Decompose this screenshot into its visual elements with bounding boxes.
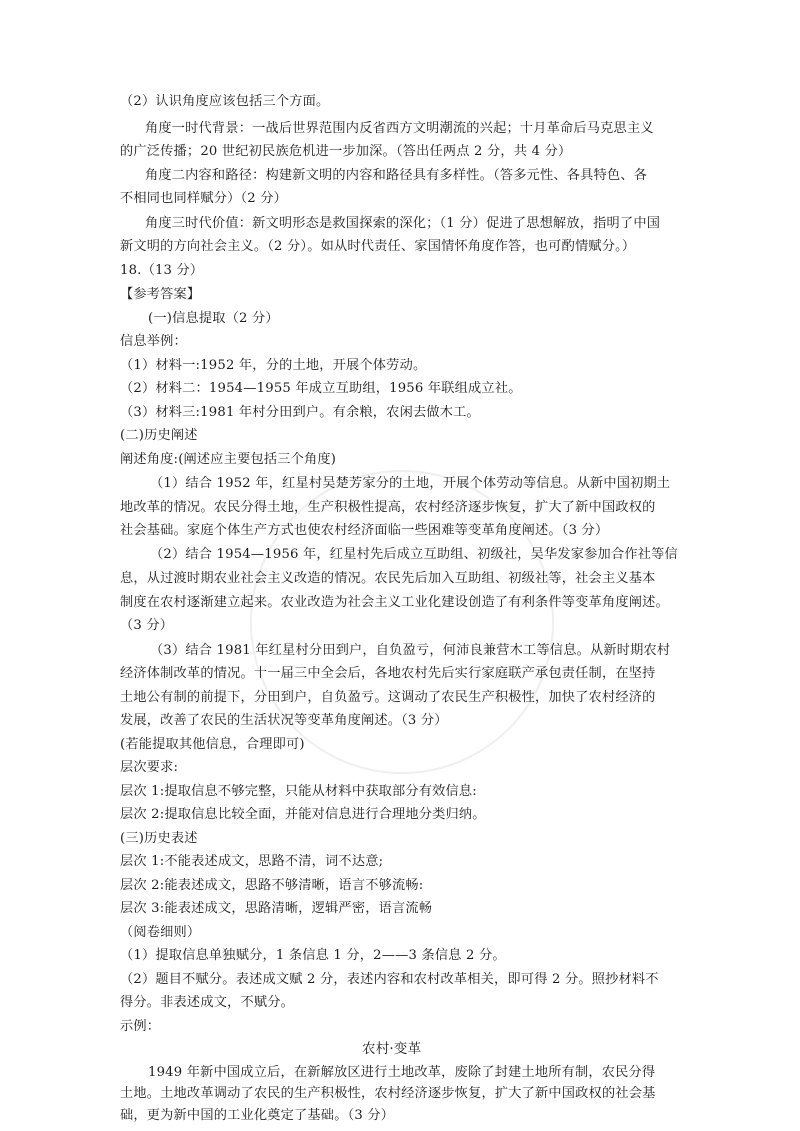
doc-line: 层次要求: xyxy=(120,760,179,776)
question-number: 18.（13 分） xyxy=(120,262,204,278)
doc-line: 1949 年新中国成立后，在新解放区进行土地改革，废除了封建土地所有制，农民分得 xyxy=(148,1064,656,1080)
doc-line: （3 分） xyxy=(120,618,174,634)
doc-line: 角度一时代背景：一战后世界范围内反省西方文明潮流的兴起；十月革命后马克思主义 xyxy=(145,120,654,136)
doc-line: 发展，改善了农民的生活状况等变革角度阐述。（3 分） xyxy=(120,713,448,729)
doc-line: 层次 3:能表述成文，思路清晰，逻辑严密，语言流畅 xyxy=(120,901,433,917)
doc-line: 阐述角度:(阐述应主要包括三个角度) xyxy=(120,451,337,467)
doc-line: 层次 2:提取信息比较全面，并能对信息进行合理地分类归纳。 xyxy=(120,807,486,823)
doc-line: 角度二内容和路径：构建新文明的内容和路径具有多样性。（答多元性、各具特色、各 xyxy=(145,167,648,183)
doc-line: （1）结合 1952 年，红星村吴楚芳家分的土地，开展个体劳动等信息。从新中国初期土 xyxy=(150,476,671,492)
doc-line: 信息举例： xyxy=(120,334,187,349)
subsection-heading: (一)信息提取（2 分） xyxy=(148,310,279,326)
doc-line: 角度三时代价值：新文明形态是救国探索的深化；（1 分）促进了思想解放，指明了中国 xyxy=(145,215,661,231)
doc-line: 示例： xyxy=(120,1018,161,1034)
doc-line: 础，更为新中国的工业化奠定了基础。（3 分） xyxy=(120,1108,395,1123)
doc-line: 土地。土地改革调动了农民的生产积极性，农村经济逐步恢复，扩大了新中国政权的社会基 xyxy=(120,1086,656,1102)
doc-line: （阅卷细则） xyxy=(120,924,201,940)
doc-line: 层次 1:不能表述成文，思路不清，词不达意; xyxy=(120,854,384,870)
doc-line: 层次 1:提取信息不够完整，只能从材料中获取部分有效信息: xyxy=(120,783,477,799)
doc-line: （2）题目不赋分。表述成文赋 2 分，表述内容和农村改革相关，即可得 2 分。照抄材料不 xyxy=(120,971,659,987)
doc-line: 不相同也同样赋分）（2 分） xyxy=(120,191,288,206)
doc-line: （3）材料三:1981 年村分田到户。有余粮，农闲去做木工。 xyxy=(120,404,480,420)
doc-line: 新文明的方向社会主义。（2 分）。如从时代责任、家国情怀角度作答，也可酌情赋分。） xyxy=(120,239,636,254)
doc-line: 层次 2:能表述成文，思路不够清晰，语言不够流畅: xyxy=(120,877,424,893)
doc-line: 制度在农村逐渐建立起来。农业改造为社会主义工业化建设创造了有利条件等变革角度阐述。 xyxy=(120,594,669,610)
doc-line: 的广泛传播；20 世纪初民族危机进一步加深。（答出任两点 2 分，共 4 分） xyxy=(120,144,572,159)
section-heading: 【参考答案】 xyxy=(120,287,201,302)
doc-line: （2）结合 1954—1956 年，红星村先后成立互助组、初级社，吴华发家参加合作社等信 xyxy=(150,546,678,562)
doc-line: （1）材料一:1952 年，分的土地，开展个体劳动。 xyxy=(120,357,427,373)
doc-line: 社会基础。家庭个体生产方式也使农村经济面临一些困难等变革角度阐述。（3 分） xyxy=(120,523,609,539)
doc-line: （3）结合 1981 年红星村分田到户，自负盈亏，何沛良兼营木工等信息。从新时期农村 xyxy=(150,642,671,658)
doc-line: （2）材料二：1954—1955 年成立互助组，1956 年联组成立社。 xyxy=(120,381,522,397)
doc-line: (若能提取其他信息，合理即可) xyxy=(120,736,305,752)
doc-line: 地改革的情况。农民分得土地，生产积极性提高，农村经济逐步恢复，扩大了新中国政权的 xyxy=(120,499,656,515)
doc-line: 土地公有制的前提下，分田到户，自负盈亏。这调动了农民生产积极性，加快了农村经济的 xyxy=(120,689,656,705)
doc-line: 得分。非表述成文，不赋分。 xyxy=(120,995,295,1011)
doc-line: 经济体制改革的情况。十一届三中全会后，各地农村先后实行家庭联产承包责任制，在坚持 xyxy=(120,666,656,682)
subsection-heading: (二)历史阐述 xyxy=(120,428,198,444)
doc-line: （2）认识角度应该包括三个方面。 xyxy=(120,94,330,109)
subsection-heading: (三)历史表述 xyxy=(120,830,198,846)
doc-line: （1）提取信息单独赋分，1 条信息 1 分，2——3 条信息 2 分。 xyxy=(120,948,506,964)
doc-line: 息，从过渡时期农业社会主义改造的情况。农民先后加入互助组、初级社等，社会主义基本 xyxy=(120,571,656,587)
example-title: 农村·变革 xyxy=(362,1041,422,1058)
